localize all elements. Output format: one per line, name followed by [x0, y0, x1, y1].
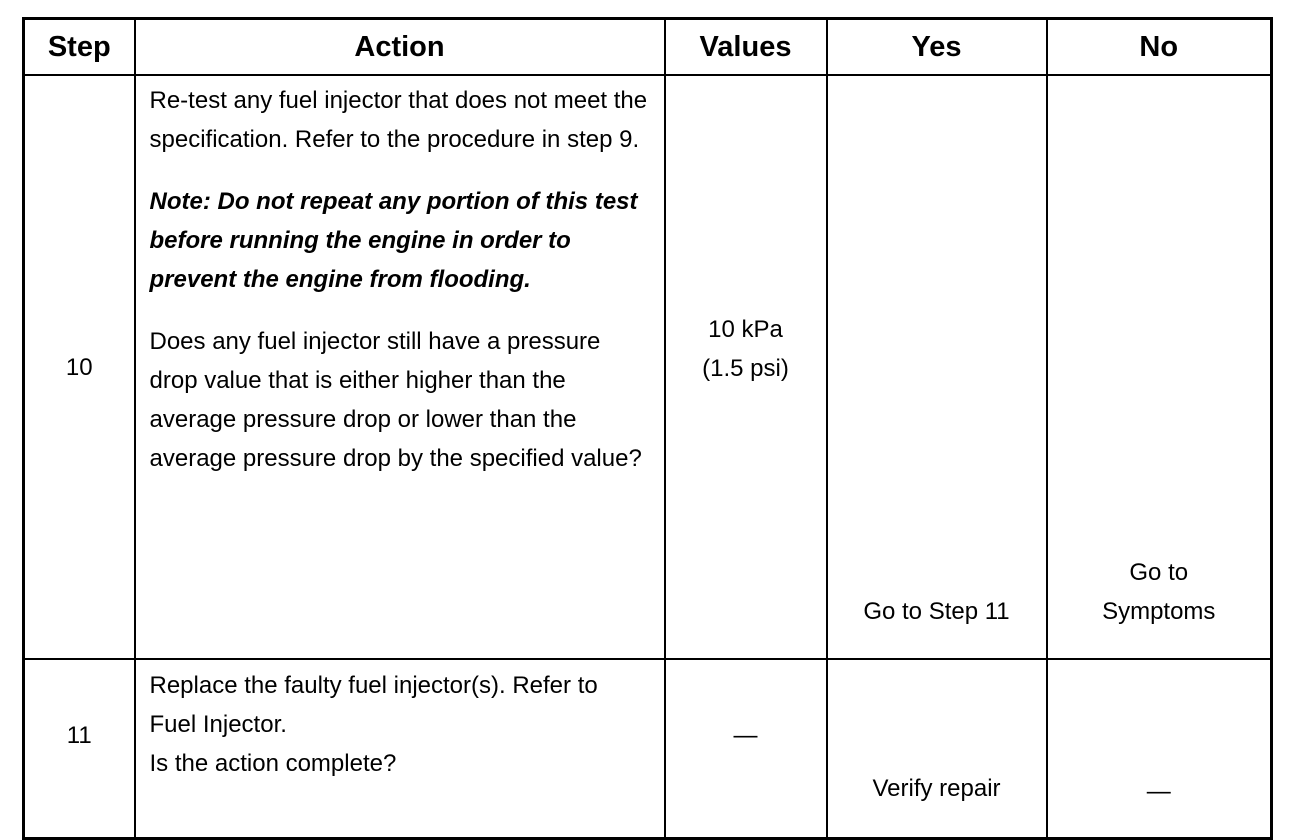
no-result-line2: Symptoms	[1102, 598, 1216, 625]
no-result-none: —	[1146, 778, 1171, 805]
yes-result: Verify repair	[872, 775, 1001, 802]
value-none: —	[733, 722, 758, 749]
diagnostic-procedure-table	[22, 17, 1273, 840]
yes-cell	[827, 659, 1047, 839]
value-imperial: (1.5 psi)	[702, 355, 789, 382]
action-note: Note: Do not repeat any portion of this test before running the engine in order to prevent the engine from flooding.	[149, 188, 638, 293]
action-question: Does any fuel injector still have a pressure drop value that is either higher than the average pressure drop or lower than the average pressure drop by the specified value?	[149, 328, 642, 472]
values-cell	[665, 75, 827, 659]
no-result-line1: Go to	[1129, 559, 1189, 586]
action-instruction: Replace the faulty fuel injector(s). Refer to Fuel Injector.	[149, 672, 598, 738]
no-cell	[1047, 659, 1272, 839]
yes-result: Go to Step 11	[863, 598, 1010, 625]
header-action: Action	[135, 19, 665, 76]
table-header-row	[24, 19, 1272, 76]
header-yes: Yes	[827, 19, 1047, 76]
action-question: Is the action complete?	[149, 750, 397, 777]
step-number: 10	[24, 75, 135, 659]
action-instruction: Re-test any fuel injector that does not meet the specification. Refer to the procedure in step 9.	[149, 87, 648, 153]
action-cell	[135, 659, 665, 839]
values-cell	[665, 659, 827, 839]
no-cell	[1047, 75, 1272, 659]
table-row	[24, 75, 1272, 659]
yes-cell	[827, 75, 1047, 659]
header-values: Values	[665, 19, 827, 76]
header-no: No	[1047, 19, 1272, 76]
header-step: Step	[24, 19, 135, 76]
action-cell	[135, 75, 665, 659]
step-number: 11	[24, 659, 135, 839]
value-metric: 10 kPa	[708, 316, 783, 343]
table-row	[24, 659, 1272, 839]
